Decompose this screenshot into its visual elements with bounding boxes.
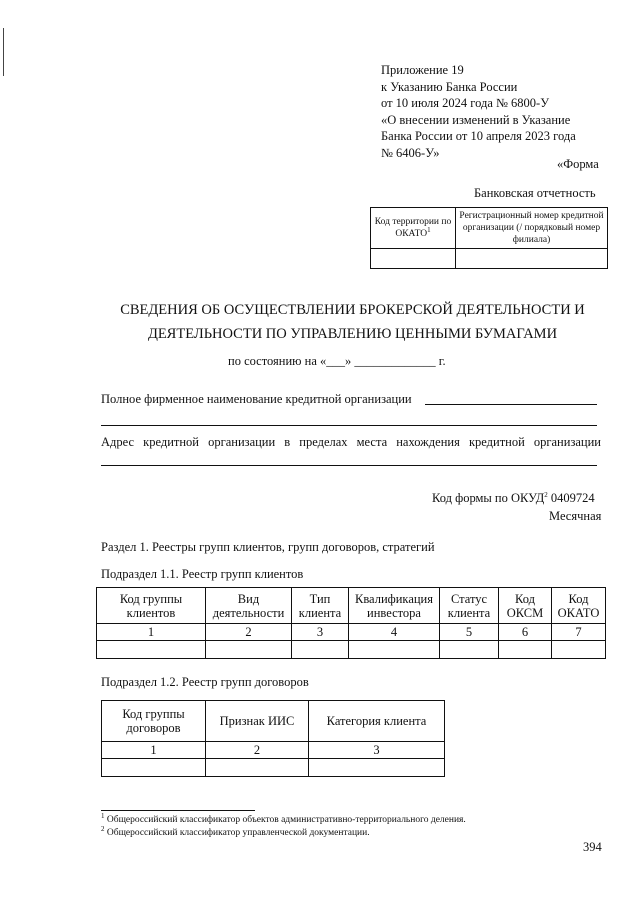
footnote-ref: 1 [427,225,431,234]
header-cell: Код ОКАТО [552,588,606,624]
header-cell: Признак ИИС [206,701,309,742]
header-cell: Тип клиента [292,588,349,624]
okato-registration-table [370,207,608,269]
form-code [432,491,595,506]
footnote-mark: 2 [101,824,105,833]
column-number: 4 [349,624,440,641]
year-blank[interactable]: __ [423,354,436,368]
header-cell: Код группы договоров [102,701,206,742]
footnote-ref: 2 [544,490,548,499]
data-cell[interactable] [97,641,206,659]
registration-number-cell[interactable] [456,249,608,269]
reporting-label: Банковская отчетность [474,186,596,200]
data-cell[interactable] [552,641,606,659]
subsection-1-2-title: Подраздел 1.2. Реестр групп договоров [101,675,309,689]
org-name-field[interactable] [425,404,597,405]
section-1-title: Раздел 1. Реестры групп клиентов, групп договоров, стратегий [101,540,435,554]
subsection-1-1-title: Подраздел 1.1. Реестр групп клиентов [101,567,304,581]
as-of-mid: » [345,354,355,368]
form-title-line-1: СВЕДЕНИЯ ОБ ОСУЩЕСТВЛЕНИИ БРОКЕРСКОЙ ДЕЯТЕЛЬНОСТИ И [120,302,585,318]
appendix-line: от 10 июля 2024 года № 6800-У [381,96,550,111]
footnote-divider [101,810,255,811]
footnote [101,811,466,825]
column-number: 6 [499,624,552,641]
column-number: 1 [97,624,206,641]
footnote [101,824,370,838]
okato-value-cell[interactable] [371,249,456,269]
form-code-value: 0409724 [550,491,595,505]
appendix-line: к Указанию Банка России [381,79,518,94]
form-title-line-2: ДЕЯТЕЛЬНОСТИ ПО УПРАВЛЕНИЮ ЦЕННЫМИ БУМАГАМИ [147,326,558,342]
column-number: 1 [102,742,206,759]
footnote-mark: 1 [101,811,105,820]
footnote-text: Общероссийский классификатор объектов административно-территориального деления. [104,815,466,825]
org-name-label: Полное фирменное наименование кредитной организации [101,392,412,406]
data-cell[interactable] [309,759,445,777]
form-code-prefix: Код формы по ОКУД [432,491,545,505]
appendix-line: Приложение 19 [381,63,464,77]
data-cell[interactable] [102,759,206,777]
column-number: 5 [440,624,499,641]
as-of-prefix: по состоянию на « [228,354,327,368]
header-cell: Категория клиента [309,701,445,742]
data-cell[interactable] [206,759,309,777]
org-address-field[interactable] [101,465,597,466]
org-address-label: Адрес кредитной организации в пределах места нахождения кредитной организации [101,435,601,449]
data-cell[interactable] [499,641,552,659]
column-number: 7 [552,624,606,641]
as-of-suffix: г. [435,354,446,368]
contract-groups-table [101,700,445,777]
org-name-field-continued[interactable] [101,425,597,426]
column-number: 3 [309,742,445,759]
appendix-line: Банка России от 10 апреля 2023 года [381,129,576,144]
form-label: «Форма [557,157,599,171]
header-cell: Вид деятельности [206,588,292,624]
appendix-header [381,62,576,162]
month-blank[interactable]: ___________ [354,354,424,368]
appendix-line: «О внесении изменений в Указание [381,112,571,127]
header-cell: Код ОКСМ [499,588,552,624]
header-cell: Квалификация инвестора [349,588,440,624]
data-cell[interactable] [440,641,499,659]
data-cell[interactable] [349,641,440,659]
periodicity: Месячная [549,509,602,523]
day-blank[interactable]: ___ [326,354,345,368]
column-number: 2 [206,742,309,759]
footnote-text: Общероссийский классификатор управленческой документации. [104,828,370,838]
data-cell[interactable] [292,641,349,659]
header-cell: Статус клиента [440,588,499,624]
okato-header-cell [371,208,456,249]
client-groups-table [96,587,606,659]
column-number: 2 [206,624,292,641]
margin-line [3,28,4,76]
appendix-line: № 6406-У» [381,145,440,160]
page-number: 394 [583,840,602,854]
data-cell[interactable] [206,641,292,659]
header-cell: Код группы клиентов [97,588,206,624]
as-of-date [228,354,446,369]
registration-number-header: Регистрационный номер кредитной организации (/ порядковый номер филиала) [456,208,608,249]
okato-header-text: Код территории по ОКАТО [374,217,452,239]
column-number: 3 [292,624,349,641]
